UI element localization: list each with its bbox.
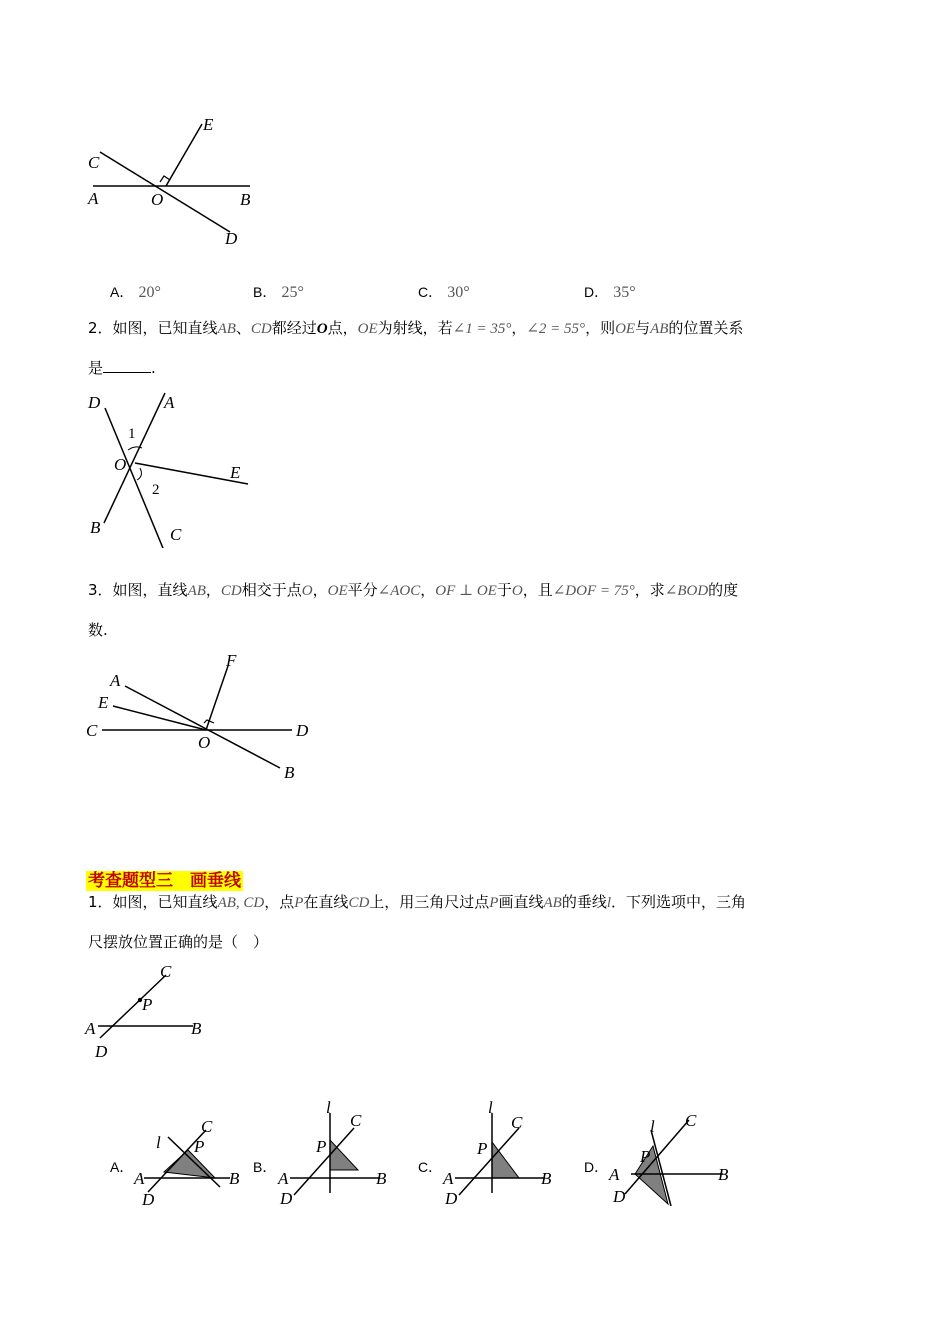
optB-label-l: l bbox=[326, 1098, 331, 1117]
optA-label-l: l bbox=[156, 1133, 161, 1152]
fig3-label-o: O bbox=[198, 733, 211, 752]
math: OE bbox=[357, 321, 378, 337]
text: ，点 bbox=[264, 893, 295, 911]
fig3-label-c: C bbox=[86, 721, 98, 740]
math: P bbox=[294, 895, 304, 911]
q4-option-b-figure[interactable] bbox=[272, 1098, 397, 1208]
answer-blank[interactable] bbox=[103, 356, 151, 373]
option-letter: C． bbox=[418, 1159, 443, 1175]
option-letter: A． bbox=[110, 284, 134, 300]
optB-label-b: B bbox=[376, 1169, 387, 1188]
question-number: 3． bbox=[88, 581, 113, 599]
q1-option-a[interactable] bbox=[110, 280, 161, 305]
fig2-label-c: C bbox=[170, 525, 182, 544]
fig2-label-e: E bbox=[230, 463, 241, 482]
fig2-label-o: O bbox=[114, 455, 127, 474]
math: ∠AOC bbox=[377, 583, 421, 599]
fig2-label-a: A bbox=[164, 393, 175, 412]
optD-label-c: C bbox=[685, 1111, 697, 1130]
text: 如图，已知直线 bbox=[112, 319, 218, 337]
fig1-label-o: O bbox=[151, 190, 164, 209]
optB-label-p: P bbox=[316, 1137, 327, 1156]
fig3-label-f: F bbox=[226, 651, 237, 670]
fig3-label-b: B bbox=[284, 763, 295, 782]
fig3-label-a: A bbox=[110, 671, 121, 690]
math: OE bbox=[327, 583, 348, 599]
math: O bbox=[316, 321, 328, 337]
q1-option-c[interactable] bbox=[418, 280, 470, 305]
math: AB bbox=[187, 583, 206, 599]
option-value: 25° bbox=[281, 284, 304, 301]
text: 尺摆放位置正确的是（ ） bbox=[88, 933, 269, 951]
question-3-line2 bbox=[88, 618, 108, 642]
text: 平分 bbox=[347, 581, 378, 599]
q4-option-c-figure[interactable] bbox=[437, 1098, 562, 1208]
text: 在直线 bbox=[303, 893, 349, 911]
optC-label-d: D bbox=[445, 1189, 458, 1208]
question-number: 2． bbox=[88, 319, 113, 337]
math: OE bbox=[615, 321, 636, 337]
fig1-label-b: B bbox=[240, 190, 251, 209]
fig4-label-c: C bbox=[160, 962, 172, 981]
option-letter: A． bbox=[110, 1159, 134, 1175]
optA-label-a: A bbox=[134, 1169, 145, 1188]
text: 、 bbox=[235, 319, 251, 337]
fig1-label-c: C bbox=[88, 153, 100, 172]
math: l bbox=[606, 895, 611, 911]
optD-label-b: B bbox=[718, 1165, 729, 1184]
text: ， bbox=[205, 581, 221, 599]
figure-3 bbox=[80, 648, 330, 788]
math: O bbox=[511, 583, 523, 599]
fig3-label-e: E bbox=[98, 693, 109, 712]
optC-label-b: B bbox=[541, 1169, 552, 1188]
optC-label-a: A bbox=[443, 1169, 454, 1188]
text: ，且 bbox=[522, 581, 553, 599]
optD-label-l: l bbox=[650, 1117, 655, 1136]
section-heading bbox=[86, 866, 243, 891]
option-letter: C． bbox=[418, 284, 443, 300]
option-value: 35° bbox=[613, 284, 636, 301]
math: AB, CD bbox=[217, 895, 265, 911]
text: ， bbox=[420, 581, 436, 599]
math: CD bbox=[250, 321, 272, 337]
text: 上，用三角尺过点 bbox=[369, 893, 490, 911]
text: 为射线，若 bbox=[377, 319, 453, 337]
section-title: 考查题型三 画垂线 bbox=[88, 871, 241, 891]
math: ∠BOD bbox=[664, 583, 709, 599]
text: 相交于点 bbox=[241, 581, 302, 599]
text: 数. bbox=[88, 621, 108, 639]
fig4-label-b: B bbox=[191, 1019, 202, 1038]
optD-label-d: D bbox=[613, 1187, 626, 1206]
text: ．下列选项中，三角 bbox=[611, 893, 747, 911]
text: 的位置关系 bbox=[668, 319, 744, 337]
optC-label-l: l bbox=[488, 1098, 493, 1117]
question-4-line2 bbox=[88, 930, 268, 954]
fig4-label-p: P bbox=[142, 995, 153, 1014]
fig4-label-a: A bbox=[85, 1019, 96, 1038]
fig2-label-angle2: 2 bbox=[152, 482, 160, 498]
text: ，求 bbox=[634, 581, 665, 599]
fig2-label-b: B bbox=[90, 518, 101, 537]
math: ∠1 = 35° bbox=[452, 321, 512, 337]
text: 画直线 bbox=[498, 893, 544, 911]
question-3 bbox=[88, 578, 738, 603]
text: 的垂线 bbox=[561, 893, 607, 911]
option-value: 30° bbox=[447, 284, 470, 301]
text: ，则 bbox=[585, 319, 616, 337]
text: 是 bbox=[88, 359, 104, 377]
figure-1 bbox=[80, 110, 280, 250]
fig1-label-d: D bbox=[225, 229, 238, 248]
math: CD bbox=[220, 583, 242, 599]
figure-4 bbox=[80, 960, 220, 1065]
math: OF ⊥ OE bbox=[435, 583, 497, 599]
optD-label-p: P bbox=[640, 1147, 651, 1166]
math: AB bbox=[217, 321, 236, 337]
fig1-label-e: E bbox=[203, 115, 214, 134]
text: ， bbox=[312, 581, 328, 599]
optB-label-c: C bbox=[350, 1111, 362, 1130]
option-letter: B． bbox=[253, 1159, 277, 1175]
option-letter: D． bbox=[584, 1159, 609, 1175]
fig2-label-angle1: 1 bbox=[128, 426, 136, 442]
q4-option-d-figure[interactable] bbox=[605, 1108, 740, 1208]
option-value: 20° bbox=[138, 284, 161, 301]
optD-label-a: A bbox=[609, 1165, 620, 1184]
text: 如图，直线 bbox=[112, 581, 188, 599]
question-2 bbox=[88, 316, 743, 341]
optA-label-c: C bbox=[201, 1117, 213, 1136]
text: 都经过 bbox=[271, 319, 317, 337]
question-number: 1． bbox=[88, 893, 113, 911]
fig3-label-d: D bbox=[296, 721, 309, 740]
q4-option-a-figure[interactable] bbox=[128, 1112, 248, 1212]
text: 如图，已知直线 bbox=[112, 893, 218, 911]
question-4 bbox=[88, 890, 746, 915]
q1-option-b[interactable] bbox=[253, 280, 304, 305]
question-2-line2 bbox=[88, 356, 156, 380]
q1-option-d[interactable] bbox=[584, 280, 636, 305]
text: . bbox=[151, 359, 156, 377]
text: 的度 bbox=[708, 581, 739, 599]
fig4-label-d: D bbox=[95, 1042, 108, 1061]
optA-label-p: P bbox=[194, 1137, 205, 1156]
option-letter: D． bbox=[584, 284, 609, 300]
optB-label-d: D bbox=[280, 1189, 293, 1208]
math: AB bbox=[650, 321, 669, 337]
math: AB bbox=[543, 895, 562, 911]
math: CD bbox=[348, 895, 370, 911]
option-letter: B． bbox=[253, 284, 277, 300]
optA-label-d: D bbox=[142, 1190, 155, 1209]
math: ∠2 = 55° bbox=[526, 321, 586, 337]
math: P bbox=[489, 895, 499, 911]
math: O bbox=[301, 583, 313, 599]
optC-label-p: P bbox=[477, 1139, 488, 1158]
text: 点， bbox=[327, 319, 358, 337]
text: 于 bbox=[496, 581, 512, 599]
math: ∠DOF = 75° bbox=[552, 583, 635, 599]
figure-2 bbox=[80, 388, 270, 548]
text: 与 bbox=[635, 319, 651, 337]
optA-label-b: B bbox=[229, 1169, 240, 1188]
optB-label-a: A bbox=[278, 1169, 289, 1188]
optC-label-c: C bbox=[511, 1113, 523, 1132]
text: ， bbox=[511, 319, 527, 337]
fig2-label-d: D bbox=[88, 393, 101, 412]
fig1-label-a: A bbox=[88, 189, 99, 208]
